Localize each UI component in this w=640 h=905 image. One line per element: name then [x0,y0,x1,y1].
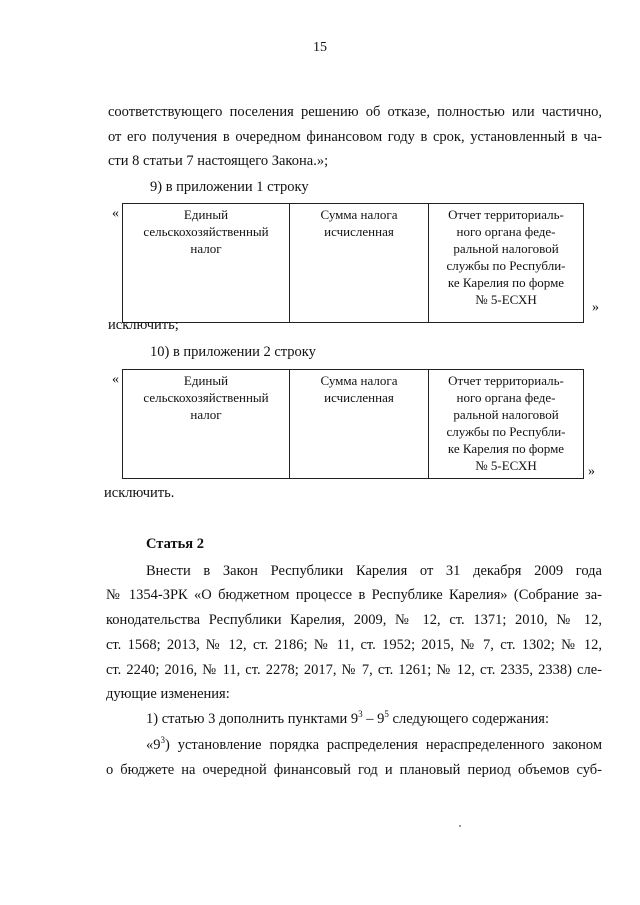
item9-after: исключить; [108,317,179,333]
article2-para-line-2: № 1354-ЗРК «О бюджетном процессе в Республике Карелия» (Собрание за- [106,587,602,603]
item9-label: 9) в приложении 1 строку [150,179,309,195]
item10-table [122,369,584,479]
article2-last-line: о бюджете на очередной финансовый год и плановый период объемов суб- [106,762,602,778]
item10-cell-sum: Сумма налога исчисленная [290,370,429,479]
item10-cell-report: Отчет территориаль- ного органа феде- ральной налоговой службы по Республи- ке Карелия по форме № 5-ЕСХН [429,370,584,479]
item10-close-quote: » [588,464,595,479]
table-row [123,370,584,479]
article2-para-line-6: дующие изменения: [106,686,230,702]
item9-close-quote: » [592,300,599,315]
article2-para-line-1: Внести в Закон Республики Карелия от 31 декабря 2009 года [146,563,602,579]
item10-cell-tax: Единый сельскохозяйственный налог [123,370,290,479]
table-row [123,204,584,323]
item10-open-quote: « [112,372,119,387]
item9-cell-sum: Сумма налога исчисленная [290,204,429,323]
article2-quote-9-3: «$9^3$) установление порядка распределения нераспределенного законом [146,735,602,753]
intro-line-1: соответствующего поселения решению об отказе, полностью или частично, [108,104,602,120]
item10-label: 10) в приложении 2 строку [150,344,316,360]
item9-open-quote: « [112,206,119,221]
intro-line-2: от его получения в очередном финансовом году в срок, установленный в ча- [108,129,602,145]
article2-para-line-5: ст. 2240; 2016, № 11, ст. 2278; 2017, № 7, ст. 1261; № 12, ст. 2335, 2338) сле- [106,662,602,678]
article2-item1: 1) статью 3 дополнить пунктами $9^3 - 9^5$ следующего содержания: [146,709,549,727]
intro-line-3: сти 8 статьи 7 настоящего Закона.»; [108,153,329,169]
page-number: 15 [313,40,327,55]
article2-para-line-4: ст. 1568; 2013, № 12, ст. 2186; № 11, ст. 1952; 2015, № 7, ст. 1302; № 12, [106,637,602,653]
item9-table [122,203,584,323]
article2-para-line-3: конодательства Республики Карелия, 2009, № 12, ст. 1371; 2010, № 12, [106,612,602,628]
item9-cell-report: Отчет территориаль- ного органа феде- ральной налоговой службы по Республи- ке Карелия по форме № 5-ЕСХН [429,204,584,323]
item9-cell-tax: Единый сельскохозяйственный налог [123,204,290,323]
item10-after: исключить. [104,485,175,501]
scan-speck [459,825,461,827]
article2-heading: Статья 2 [146,536,204,552]
